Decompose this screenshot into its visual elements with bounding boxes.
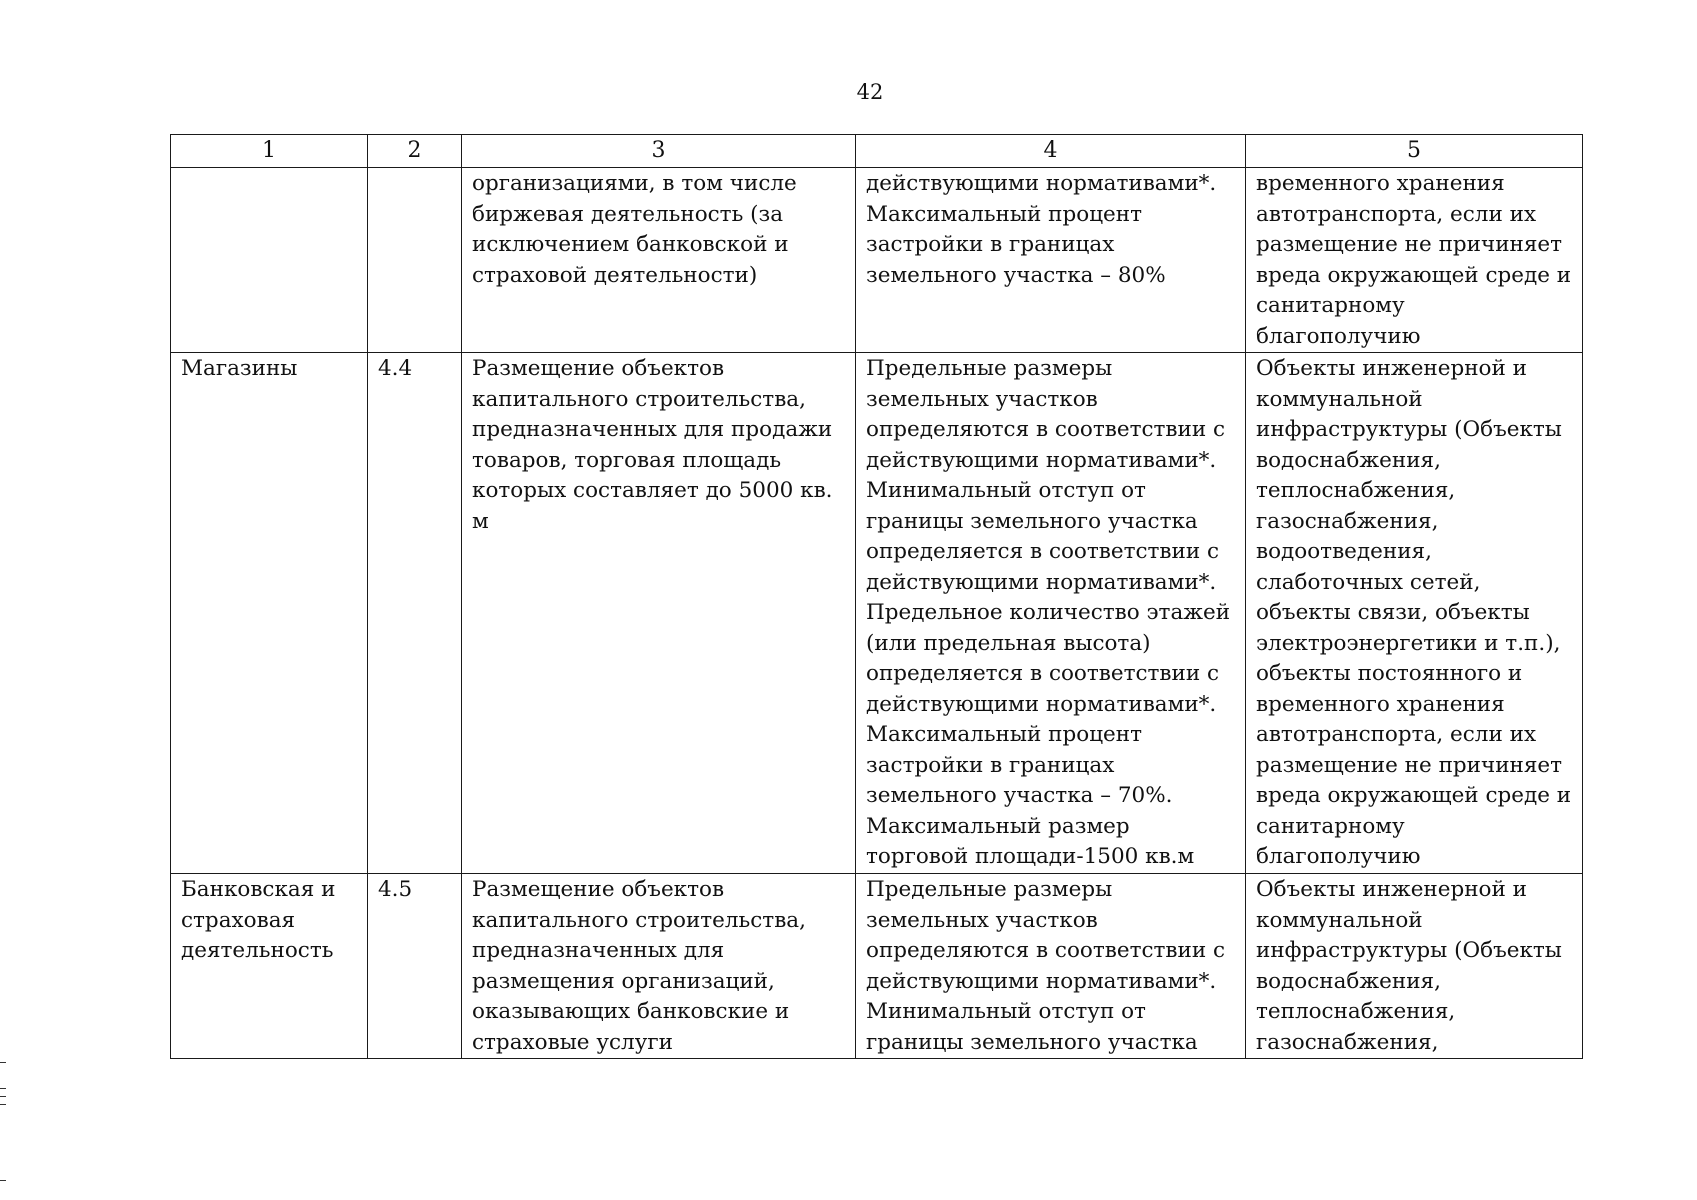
scan-margin-mark [0,1180,6,1181]
use-code-cell [368,168,462,353]
column-header-4: 4 [856,135,1246,168]
use-name-cell: Банковская и страховая деятельность [171,874,368,1059]
auxiliary-uses-cell: временного хранения автотранспорта, если их размещение не причиняет вреда окружающей среде и санитарному благополучию [1246,168,1583,353]
column-header-3: 3 [462,135,856,168]
table-row [171,874,1583,1059]
table-row [171,168,1583,353]
scan-margin-mark [0,1096,6,1097]
auxiliary-uses-cell: Объекты инженерной и коммунальной инфраструктуры (Объекты водоснабжения, теплоснабжения, газоснабжения, [1246,874,1583,1059]
scan-margin-mark [0,1088,6,1089]
regulations-table [170,134,1583,1059]
parameters-cell: действующими нормативами*. Максимальный процент застройки в границах земельного участка – 80% [856,168,1246,353]
auxiliary-uses-cell: Объекты инженерной и коммунальной инфраструктуры (Объекты водоснабжения, теплоснабжения, газоснабжения, водоотведения, слаботочных сетей, объекты связи, объекты электроэнергетики и т.п.), объекты постоянного и временного хранения автотранспорта, если их размещение не причиняет вреда окружающей среде и санитарному благополучию [1246,353,1583,874]
use-description-cell: Размещение объектов капитального строительства, предназначенных для размещения организаций, оказывающих банковские и страховые услуги [462,874,856,1059]
scan-margin-mark [0,1104,6,1105]
use-name-cell [171,168,368,353]
scan-margin-mark [0,1062,6,1063]
use-code-cell: 4.4 [368,353,462,874]
parameters-cell: Предельные размеры земельных участков определяются в соответствии с действующими нормативами*. Минимальный отступ от границы земельного участка определяется в соответствии с действующими нормативами*. Предельное количество этажей (или предельная высота) определяется в соответствии с действующими нормативами*. Максимальный процент застройки в границах земельного участка – 70%. Максимальный размер торговой площади-1500 кв.м [856,353,1246,874]
column-header-5: 5 [1246,135,1583,168]
page-number: 42 [856,80,884,104]
column-header-1: 1 [171,135,368,168]
table-header-row [171,135,1583,168]
column-header-2: 2 [368,135,462,168]
use-name-cell: Магазины [171,353,368,874]
use-code-cell: 4.5 [368,874,462,1059]
table-row [171,353,1583,874]
use-description-cell: Размещение объектов капитального строительства, предназначенных для продажи товаров, торговая площадь которых составляет до 5000 кв. м [462,353,856,874]
use-description-cell: организациями, в том числе биржевая деятельность (за исключением банковской и страховой деятельности) [462,168,856,353]
parameters-cell: Предельные размеры земельных участков определяются в соответствии с действующими нормативами*. Минимальный отступ от границы земельного участка [856,874,1246,1059]
